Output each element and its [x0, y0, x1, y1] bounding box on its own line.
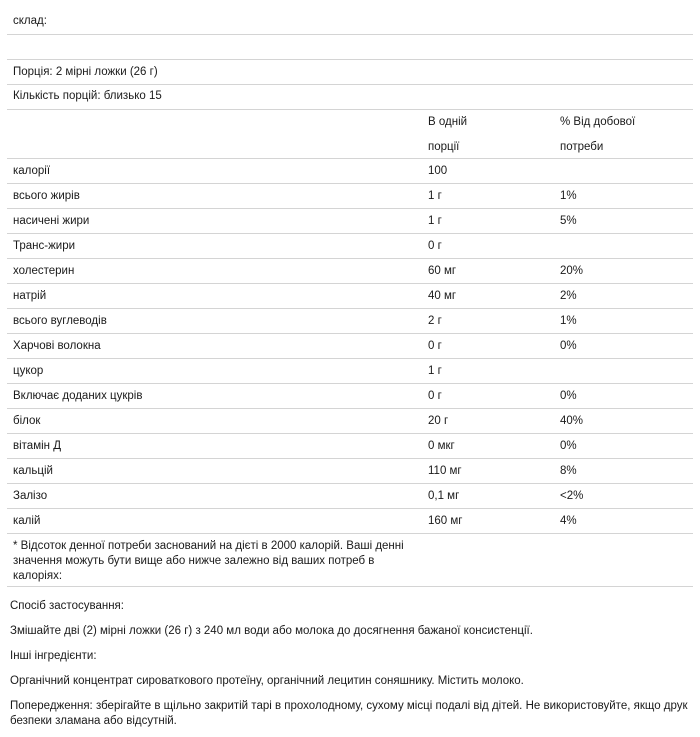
nutrient-amount: 0 г [428, 390, 442, 402]
nutrient-daily-value: 20% [560, 265, 584, 277]
nutrient-amount: 1 г [428, 365, 442, 377]
nutrient-amount: 2 г [428, 315, 442, 327]
serving-size: Порція: 2 мірні ложки (26 г) [13, 66, 158, 78]
serving-size-row [7, 60, 693, 85]
table-row [7, 359, 693, 384]
table-row [7, 284, 693, 309]
composition-label: склад: [13, 15, 47, 27]
col-daily-value-line2: потреби [560, 141, 604, 153]
other-ingredients-title: Інші інгредієнти: [10, 650, 97, 662]
table-row [7, 209, 693, 234]
nutrient-name: Залізо [13, 490, 48, 502]
nutrient-daily-value: 0% [560, 440, 577, 452]
nutrient-amount: 1 г [428, 190, 442, 202]
nutrient-daily-value: 1% [560, 315, 577, 327]
nutrient-amount: 20 г [428, 415, 449, 427]
usage-text: Змішайте дві (2) мірні ложки (26 г) з 240 мл води або молока до досягнення бажаної консистенції. [10, 625, 533, 637]
table-row [7, 509, 693, 534]
table-row [7, 384, 693, 409]
nutrient-amount: 0 мкг [428, 440, 455, 452]
table-row [7, 234, 693, 259]
nutrient-name: калій [13, 515, 41, 527]
nutrient-name: всього вуглеводів [13, 315, 107, 327]
nutrient-name: насичені жири [13, 215, 90, 227]
table-row [7, 184, 693, 209]
table-row [7, 459, 693, 484]
composition-row [7, 8, 693, 35]
nutrient-name: Включає доданих цукрів [13, 390, 143, 402]
empty-row [7, 35, 693, 60]
other-ingredients-text: Органічний концентрат сироваткового протеїну, органічний лецитин соняшнику. Містить молоко. [10, 675, 524, 687]
nutrient-daily-value: 1% [560, 190, 577, 202]
nutrient-amount: 0 г [428, 340, 442, 352]
col-daily-value-line1: % Від добової [560, 116, 636, 128]
nutrient-name: всього жирів [13, 190, 80, 202]
nutrient-name: вітамін Д [13, 440, 61, 452]
table-row [7, 309, 693, 334]
daily-value-footnote: * Відсоток денної потреби заснований на дієті в 2000 калорій. Ваші денні значення можуть бути вище або нижче залежно від ваших потреб в калоріях: [13, 540, 404, 582]
nutrient-daily-value: 5% [560, 215, 577, 227]
nutrient-name: білок [13, 415, 41, 427]
nutrient-amount: 60 мг [428, 265, 457, 277]
nutrient-amount: 40 мг [428, 290, 457, 302]
table-row [7, 409, 693, 434]
usage-title: Спосіб застосування: [10, 600, 124, 612]
nutrient-name: цукор [13, 365, 44, 377]
nutrient-daily-value: 0% [560, 390, 577, 402]
nutrient-name: Харчові волокна [13, 340, 101, 352]
table-row [7, 434, 693, 459]
servings-count: Кількість порцій: близько 15 [13, 90, 162, 102]
nutrient-name: холестерин [13, 265, 75, 277]
nutrient-daily-value: 4% [560, 515, 577, 527]
table-row [7, 484, 693, 509]
nutrient-amount: 100 [428, 165, 448, 177]
nutrient-amount: 1 г [428, 215, 442, 227]
nutrient-daily-value: 0% [560, 340, 577, 352]
nutrient-name: натрій [13, 290, 47, 302]
table-row [7, 334, 693, 359]
nutrient-daily-value: 8% [560, 465, 577, 477]
servings-count-row [7, 85, 693, 110]
nutrient-name: кальцій [13, 465, 53, 477]
table-header-row [7, 110, 693, 159]
nutrient-amount: 0,1 мг [428, 490, 460, 502]
nutrient-name: Транс-жири [13, 240, 76, 252]
table-row [7, 259, 693, 284]
nutrient-amount: 110 мг [428, 465, 462, 477]
nutrient-daily-value: 40% [560, 415, 584, 427]
nutrient-amount: 160 мг [428, 515, 463, 527]
nutrient-daily-value: <2% [560, 490, 584, 502]
nutrient-name: калорії [13, 165, 51, 177]
warning-text: Попередження: зберігайте в щільно закритій тарі в прохолодному, сухому місці подалі від дітей. Не використовуйте, якщо друк безпеки зламана або відсутній. [10, 700, 688, 727]
nutrient-daily-value: 2% [560, 290, 577, 302]
col-per-serving-line2: порції [428, 141, 460, 153]
table-row [7, 159, 693, 184]
col-per-serving-line1: В одній [428, 116, 468, 128]
nutrient-amount: 0 г [428, 240, 442, 252]
